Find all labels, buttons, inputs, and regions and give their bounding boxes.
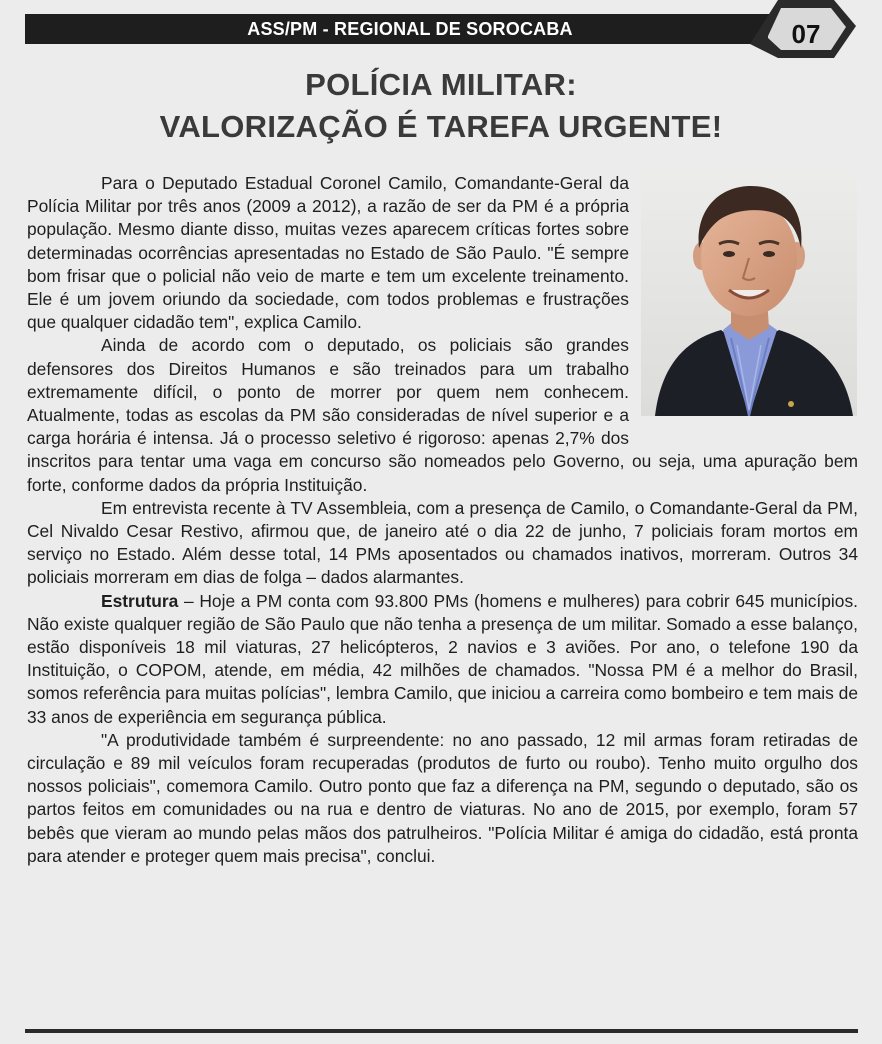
paragraph-5: "A produtividade também é surpreendente: no ano passado, 12 mil armas foram retiradas de circulação e 89 mil veículos foram recuperadas (produtos de furto ou roubo). Tenho muito orgulho dos nossos policiais", comemora Camilo. Outro ponto que faz a diferença na PM, segundo o deputado, são os partos feitos em comunidades ou na rua e dentro de viaturas. No ano de 2015, por exemplo, foram 57 bebês que vieram ao mundo pelas mãos dos patrulheiros. "Polícia Militar é amiga do cidadão, está pronta para atender e proteger quem mais precisa", conclui.: [27, 729, 858, 866]
paragraph-4: [27, 590, 858, 729]
section-lead-estrutura: Estrutura: [101, 590, 179, 611]
headline-line-1: POLÍCIA MILITAR:: [305, 67, 577, 102]
photo-float-spacer: [629, 172, 858, 434]
bottom-rule: [25, 1029, 858, 1033]
section-title: ASS/PM - REGIONAL DE SOROCABA: [247, 19, 573, 39]
article-body: [27, 172, 858, 868]
headline-line-2: VALORIZAÇÃO É TAREFA URGENTE!: [159, 109, 723, 144]
page-number: 07: [791, 19, 821, 49]
paragraph-3: Em entrevista recente à TV Assembleia, com a presença de Camilo, o Comandante-Geral da PM, Cel Nivaldo Cesar Restivo, afirmou que, de janeiro até o dia 22 de junho, 7 policiais foram mortos em serviço no Estado. Além desse total, 14 PMs aposentados ou chamados inativos, morreram. Outros 34 policiais morreram em dias de folga – dados alarmantes.: [27, 497, 858, 588]
paragraph-4-text: – Hoje a PM conta com 93.800 PMs (homens e mulheres) para cobrir 645 municípios. Não existe qualquer região de São Paulo que não tenha a presença de um militar. Somado a esse balanço, estão disponíveis 18 mil viaturas, 27 helicópteros, 2 navios e 3 aviões. Por ano, o telefone 190 da Instituição, o COPOM, atende, em média, 42 milhões de chamados. "Nossa PM é a melhor do Brasil, somos referência para muitas polícias", lembra Camilo, que iniciou a carreira como bombeiro e tem mais de 33 anos de experiência em segurança pública.: [27, 590, 858, 727]
headline: [60, 64, 822, 148]
paragraph-1: Para o Deputado Estadual Coronel Camilo, Comandante-Geral da Polícia Militar por três anos (2009 a 2012), a razão de ser da PM é a própria população. Mesmo diante disso, muitas vezes aparecem críticas fortes sobre determinadas ocorrências apresentadas no Estado de São Paulo. "É sempre bom frisar que o policial não veio de marte e tem um excelente treinamento. Ele é um jovem oriundo da sociedade, com todos problemas e frustrações que qualquer cidadão tem", explica Camilo.: [27, 173, 629, 333]
paragraph-2: Ainda de acordo com o deputado, os policiais são grandes defensores dos Direitos Humanos e são treinados para um trabalho extremamente difícil, o ponto de morrer por quem nem conhecem. Atualmente, todas as escolas da PM são consideradas de nível superior e a carga horária é intensa. Já o processo seletivo é rigoroso: apenas 2,7% dos inscritos para tentar uma vaga em concurso são nomeados pelo Governo, ou seja, uma apuração bem forte, conforme dados da própria Instituição.: [27, 335, 858, 495]
